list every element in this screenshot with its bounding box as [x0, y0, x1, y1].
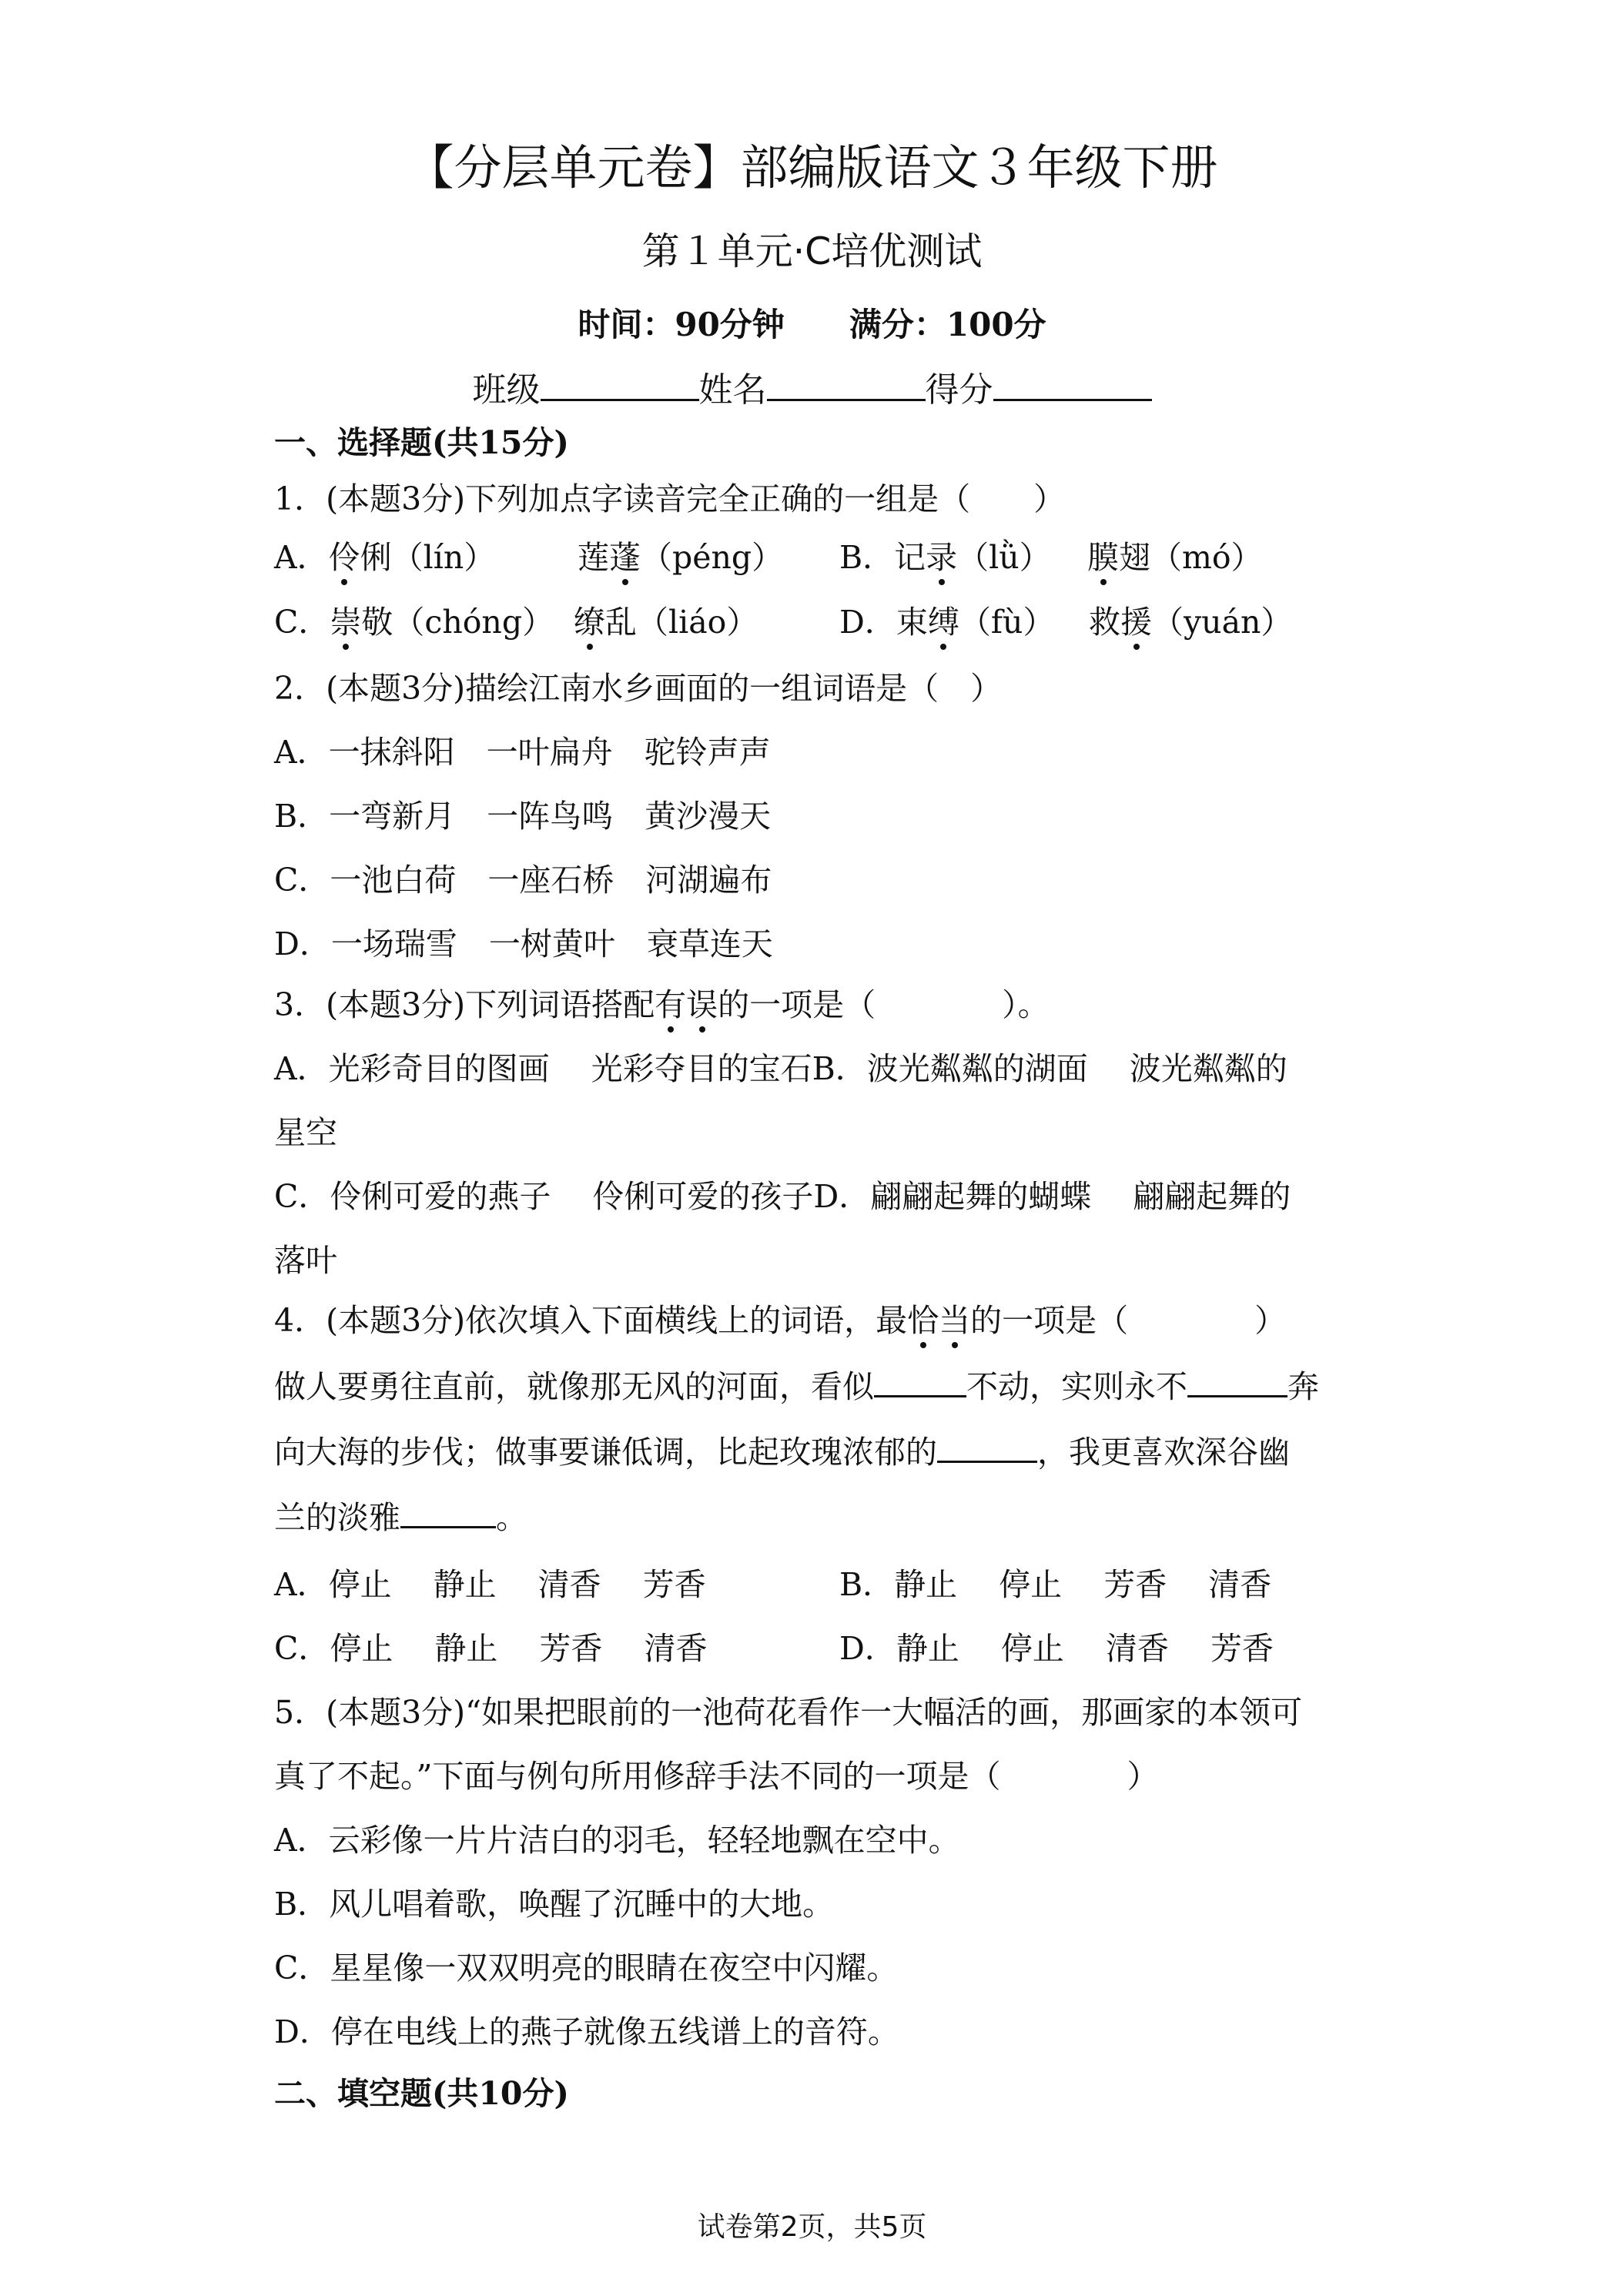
question-1-stem: 1．(本题3分)下列加点字读音完全正确的一组是（ ） — [274, 480, 1066, 517]
question-5-stem-line-1: 5．(本题3分)“如果把眼前的一池荷花看作一大幅活的画，那画家的本领可 — [274, 1694, 1303, 1731]
section-heading-choice: 一、选择题(共15分) — [274, 424, 569, 461]
q2-option-d[interactable]: D．一场瑞雪 一树黄叶 衰草连天 — [274, 925, 773, 962]
emphasis-dot-char: 膜 — [1087, 539, 1119, 576]
q2-option-b[interactable]: B．一弯新月 一阵鸟鸣 黄沙漫天 — [274, 798, 772, 835]
page-number: 试卷第2页，共5页 — [697, 2211, 927, 2243]
q4-option-d[interactable]: D．静止 停止 清香 芳香 — [839, 1630, 1274, 1667]
question-3-stem: 3．(本题3分)下列词语搭配有误的一项是（ ）。 — [274, 986, 1050, 1023]
q4-passage-line-2: 向大海的步伐；做事要谦低调，比起玫瑰浓郁的 ，我更喜欢深谷幽 — [274, 1434, 1290, 1471]
q1-option-c[interactable]: C．崇敬（chóng） — [274, 604, 554, 641]
q4-option-c[interactable]: C．停止 静止 芳香 清香 — [274, 1630, 708, 1667]
q4-option-b[interactable]: B．静止 停止 芳香 清香 — [839, 1566, 1272, 1603]
q3-options-cd-wrap: 落叶 — [274, 1242, 337, 1279]
q1-option-d[interactable]: D．束缚（fù） — [839, 604, 1055, 641]
emphasis-dot-char: 缚 — [927, 604, 959, 641]
name-label: 姓名 — [698, 370, 767, 410]
fill-blank-4[interactable] — [400, 1498, 496, 1528]
emphasis-dot-char: 录 — [926, 539, 958, 576]
emphasis-dot-char: 误 — [686, 986, 718, 1023]
q3-options-ab-wrap: 星空 — [274, 1114, 337, 1151]
q1-option-a-word2: 莲蓬（péng） — [578, 539, 784, 576]
q1-option-b[interactable]: B．记录（lǜ） — [839, 539, 1051, 576]
q4-passage-line-3: 兰的淡雅 。 — [274, 1499, 527, 1536]
student-info-row — [0, 368, 1624, 412]
grade-blank[interactable] — [993, 368, 1152, 401]
q5-option-b[interactable]: B．风儿唱着歌，唤醒了沉睡中的大地。 — [274, 1886, 835, 1923]
exam-info — [0, 305, 1624, 345]
emphasis-dot-char: 恰 — [907, 1302, 939, 1339]
question-4-stem: 4．(本题3分)依次填入下面横线上的词语，最恰当的一项是（ ） — [274, 1302, 1287, 1339]
q4-option-a[interactable]: A．停止 静止 清香 芳香 — [274, 1566, 706, 1603]
name-blank[interactable] — [767, 368, 926, 401]
question-5-stem-line-2: 真了不起。”下面与例句所用修辞手法不同的一项是（ ） — [274, 1758, 1159, 1795]
emphasis-dot-char: 援 — [1120, 604, 1152, 641]
q2-option-a[interactable]: A．一抹斜阳 一叶扁舟 驼铃声声 — [274, 734, 771, 771]
time-label: 时间：90分钟 — [578, 306, 785, 343]
question-2-stem: 2．(本题3分)描绘江南水乡画面的一组词语是（ ） — [274, 670, 1003, 707]
q1-option-a[interactable]: A．伶俐（lín） — [274, 539, 496, 576]
q2-option-c[interactable]: C．一池白荷 一座石桥 河湖遍布 — [274, 862, 772, 899]
emphasis-dot-char: 崇 — [330, 604, 362, 641]
q3-options-ab[interactable]: A．光彩奇目的图画 光彩夺目的宝石B．波光粼粼的湖面 波光粼粼的 — [274, 1050, 1287, 1087]
score-label: 满分：100分 — [849, 306, 1046, 343]
q1-option-b-word2: 膜翅（mó） — [1087, 539, 1263, 576]
q5-option-d[interactable]: D．停在电线上的燕子就像五线谱上的音符。 — [274, 2013, 899, 2050]
emphasis-dot-char: 有 — [655, 986, 687, 1023]
q3-options-cd[interactable]: C．伶俐可爱的燕子 伶俐可爱的孩子D．翩翩起舞的蝴蝶 翩翩起舞的 — [274, 1178, 1291, 1215]
q1-option-d-word2: 救援（yuán） — [1089, 604, 1293, 641]
grade-label: 得分 — [925, 370, 993, 410]
fill-blank-2[interactable] — [1187, 1367, 1287, 1397]
class-blank[interactable] — [541, 368, 699, 401]
emphasis-dot-char: 蓬 — [609, 539, 641, 576]
page-subtitle: 第１单元·C培优测试 — [641, 229, 983, 273]
class-label: 班级 — [472, 370, 541, 410]
page-title: 【分层单元卷】部编版语文３年级下册 — [406, 139, 1218, 196]
emphasis-dot-char: 缭 — [574, 604, 605, 641]
fill-blank-3[interactable] — [937, 1433, 1037, 1463]
emphasis-dot-char: 伶 — [328, 539, 360, 576]
q1-option-c-word2: 缭乱（liáo） — [574, 604, 758, 641]
emphasis-dot-char: 当 — [939, 1302, 971, 1339]
q5-option-c[interactable]: C．星星像一双双明亮的眼睛在夜空中闪耀。 — [274, 1950, 899, 1986]
fill-blank-1[interactable] — [874, 1367, 966, 1397]
q5-option-a[interactable]: A．云彩像一片片洁白的羽毛，轻轻地飘在空中。 — [274, 1822, 960, 1859]
section-heading-fill: 二、填空题(共10分) — [274, 2075, 569, 2112]
q4-passage-line-1: 做人要勇往直前，就像那无风的河面，看似 不动，实则永不 奔 — [274, 1368, 1319, 1405]
